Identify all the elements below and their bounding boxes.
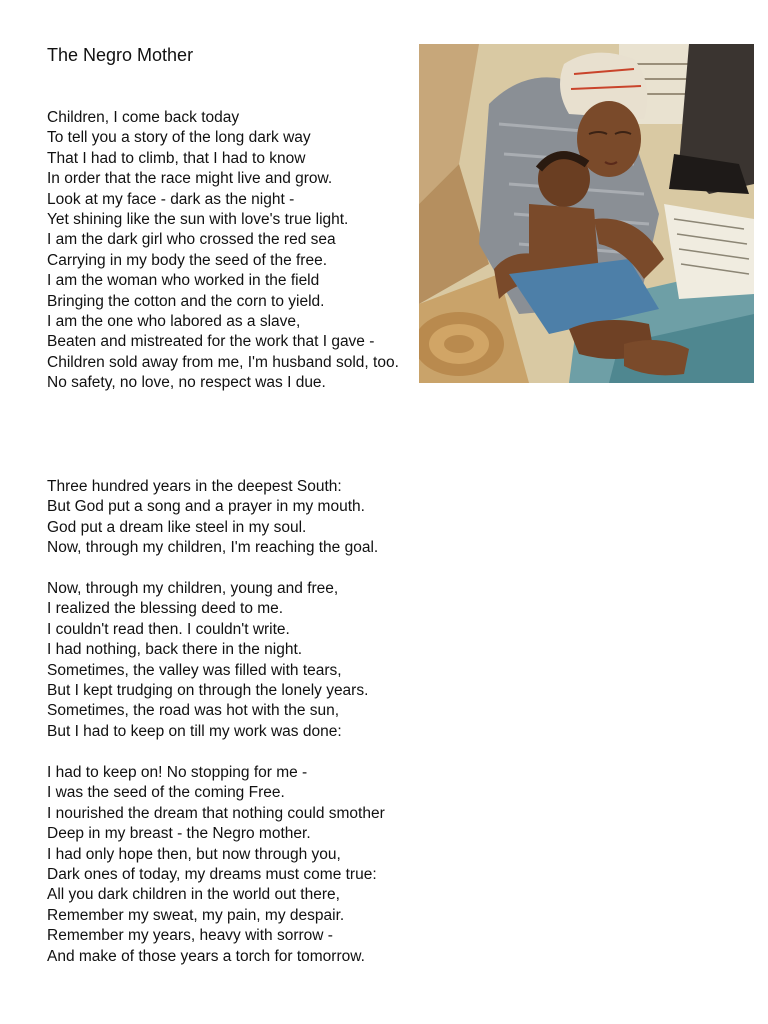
- poem-line: But I kept trudging on through the lonely years.: [47, 682, 369, 700]
- poem-line: Now, through my children, young and free,: [47, 580, 339, 597]
- mother-and-child-mural-icon: [419, 44, 754, 383]
- poem-line: I realized the blessing deed to me.: [47, 600, 284, 618]
- poem-line: I couldn't read then. I couldn't write.: [47, 620, 290, 638]
- poem-stanza-4: [47, 763, 385, 967]
- poem-line: I had to keep on! No stopping for me -: [47, 764, 308, 781]
- poem-line: Yet shining like the sun with love's true light.: [47, 211, 349, 229]
- poem-line: But God put a song and a prayer in my mouth.: [47, 498, 365, 516]
- poem-line: I had only hope then, but now through you,: [47, 845, 341, 863]
- poem-line: Sometimes, the road was hot with the sun,: [47, 702, 340, 720]
- poem-line: That I had to climb, that I had to know: [47, 149, 306, 167]
- poem-line: Sometimes, the valley was filled with tears,: [47, 661, 342, 679]
- poem-line: Three hundred years in the deepest South:: [47, 478, 342, 495]
- poem-line: Deep in my breast - the Negro mother.: [47, 825, 311, 843]
- poem-line: No safety, no love, no respect was I due.: [47, 374, 326, 392]
- poem-line: In order that the race might live and grow.: [47, 170, 333, 188]
- poem-line: All you dark children in the world out there,: [47, 886, 340, 904]
- mother-and-child-illustration: [419, 44, 754, 383]
- poem-stanza-1: [47, 108, 407, 394]
- poem-line: Dark ones of today, my dreams must come true:: [47, 866, 377, 884]
- poem-line: I am the one who labored as a slave,: [47, 313, 301, 331]
- poem-line: Beaten and mistreated for the work that I gave -: [47, 333, 375, 351]
- poem-line: Carrying in my body the seed of the free.: [47, 251, 328, 269]
- poem-stanza-3: [47, 579, 368, 742]
- poem-line: Bringing the cotton and the corn to yield.: [47, 292, 325, 310]
- poem-line: Remember my sweat, my pain, my despair.: [47, 906, 345, 924]
- poem-line: Children, I come back today: [47, 109, 240, 126]
- poem-line: I had nothing, back there in the night.: [47, 641, 303, 659]
- poem-stanza-2: [47, 477, 378, 559]
- poem-line: I nourished the dream that nothing could smother: [47, 804, 385, 822]
- poem-line: I was the seed of the coming Free.: [47, 784, 285, 802]
- poem-line: God put a dream like steel in my soul.: [47, 518, 307, 536]
- poem-line: Look at my face - dark as the night -: [47, 190, 295, 208]
- poem-line: But I had to keep on till my work was done:: [47, 722, 342, 740]
- poem-title: The Negro Mother: [47, 45, 194, 65]
- poem-line: I am the dark girl who crossed the red sea: [47, 231, 336, 249]
- poem-line: To tell you a story of the long dark way: [47, 129, 311, 147]
- poem-line: Children sold away from me, I'm husband sold, too.: [47, 353, 399, 371]
- poem-line: And make of those years a torch for tomorrow.: [47, 947, 365, 965]
- poem-line: I am the woman who worked in the field: [47, 272, 320, 290]
- poem-line: Now, through my children, I'm reaching the goal.: [47, 539, 379, 557]
- poem-line: Remember my years, heavy with sorrow -: [47, 927, 333, 945]
